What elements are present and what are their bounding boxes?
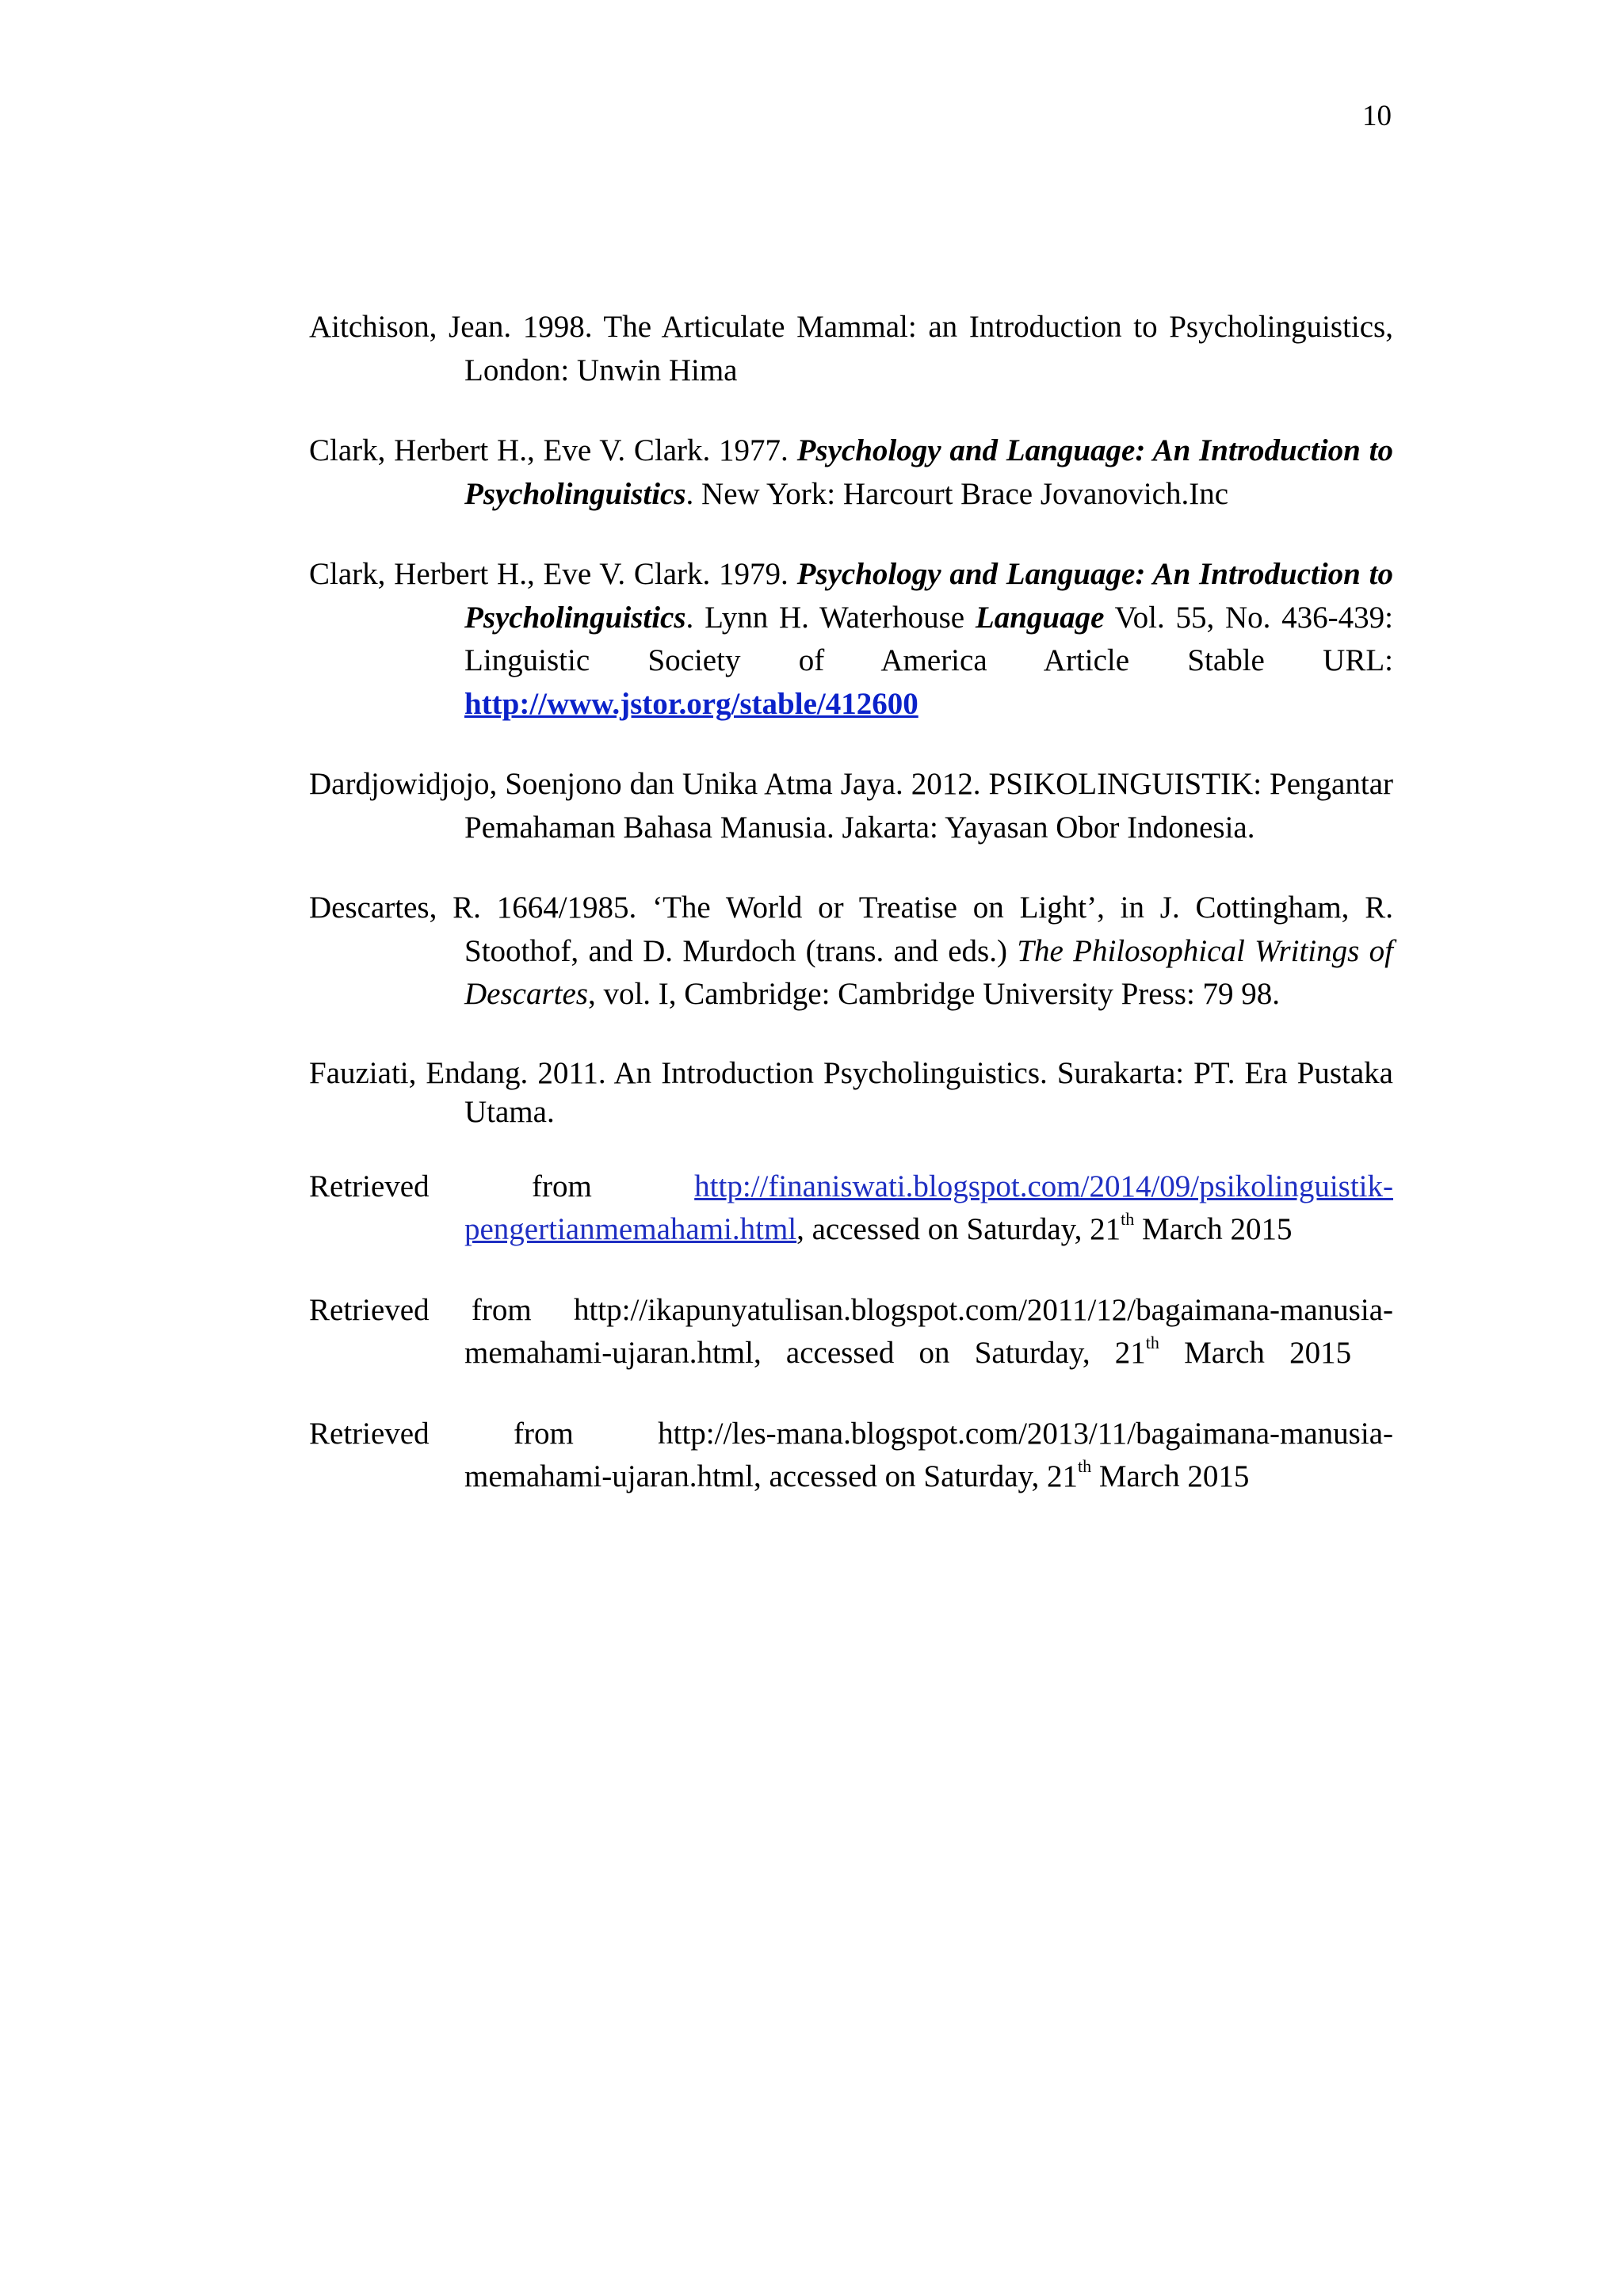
reference-prefix: Retrieved from — [309, 1416, 659, 1451]
reference-prefix: Retrieved from — [309, 1292, 574, 1327]
reference-url-link[interactable]: http://finaniswati.blogspot.com/2014/09/psikolinguistik-pengertianmemahami.html — [464, 1169, 1393, 1246]
reference-descartes — [309, 887, 1393, 1016]
reference-url: http://ikapunyatulisan.blogspot.com/2011/12/bagaimana-manusia-memahami-ujaran.html — [464, 1292, 1393, 1370]
reference-access-date: , accessed on Saturday, 21 — [753, 1459, 1078, 1493]
reference-access-month: March 2015 — [1134, 1212, 1293, 1246]
page-number: 10 — [1362, 100, 1392, 132]
reference-access-date: , accessed on Saturday, 21 — [796, 1212, 1121, 1246]
ordinal-suffix: th — [1077, 1456, 1092, 1476]
reference-access-date: , accessed on Saturday, 21 — [753, 1336, 1146, 1370]
reference-title: Psychology and Language: An Introduction to Psycholinguistics — [464, 433, 1393, 511]
reference-url-link[interactable]: http://www.jstor.org/stable/412600 — [464, 686, 918, 721]
ordinal-suffix: th — [1121, 1209, 1135, 1229]
reference-prefix: Retrieved from — [309, 1169, 695, 1203]
reference-title: Psychology and Language: An Introduction to Psycholinguistics — [464, 557, 1393, 635]
reference-author-year: Clark, Herbert H., Eve V. Clark. 1979. — [309, 557, 797, 591]
reference-access-month: March 2015 — [1091, 1459, 1250, 1493]
reference-publisher: . New York: Harcourt Brace Jovanovich.Inc — [685, 476, 1229, 511]
ordinal-suffix: th — [1145, 1333, 1159, 1352]
reference-author-year: Clark, Herbert H., Eve V. Clark. 1977. — [309, 433, 797, 467]
reference-details: Vol. 55, No. 436-439: Linguistic Society of America Article Stable URL: — [464, 600, 1393, 677]
reference-author-year: Descartes, R. 1664/1985. ‘The World or Treatise on Light’, in J. Cottingham, R. Stoothof, and D. Murdoch (trans. and eds.) — [309, 891, 1393, 968]
reference-text: Fauziati, Endang. 2011. An Introduction Psycholinguistics. Surakarta: PT. Era Pustaka Utama. — [309, 1055, 1393, 1129]
reference-publisher: , vol. I, Cambridge: Cambridge University Press: 79 98. — [587, 977, 1281, 1011]
reference-retrieved-ikapunyatulisan — [309, 1289, 1393, 1375]
reference-retrieved-les-mana — [309, 1413, 1393, 1499]
reference-retrieved-finaniswati — [309, 1165, 1393, 1252]
reference-editor: . Lynn H. Waterhouse — [685, 600, 976, 635]
reference-title: The Philosophical Writings of Descartes — [464, 933, 1393, 1011]
reference-text: Aitchison, Jean. 1998. The Articulate Mammal: an Introduction to Psycholinguistics, London: Unwin Hima — [309, 310, 1393, 387]
reference-access-month: March 2015 — [1159, 1336, 1352, 1370]
reference-clark-1977 — [309, 429, 1393, 516]
reference-url: http://les-mana.blogspot.com/2013/11/bagaimana-manusia-memahami-ujaran.html — [464, 1416, 1393, 1493]
reference-aitchison — [309, 306, 1393, 392]
reference-fauziati — [309, 1054, 1393, 1131]
reference-dardjowidjojo — [309, 763, 1393, 849]
reference-text: Dardjowidjojo, Soenjono dan Unika Atma Jaya. 2012. PSIKOLINGUISTIK: Pengantar Pemahaman Bahasa Manusia. Jakarta: Yayasan Obor Indonesia. — [309, 767, 1393, 845]
reference-journal: Language — [975, 600, 1105, 635]
reference-list — [309, 306, 1393, 1536]
reference-clark-1979 — [309, 553, 1393, 726]
